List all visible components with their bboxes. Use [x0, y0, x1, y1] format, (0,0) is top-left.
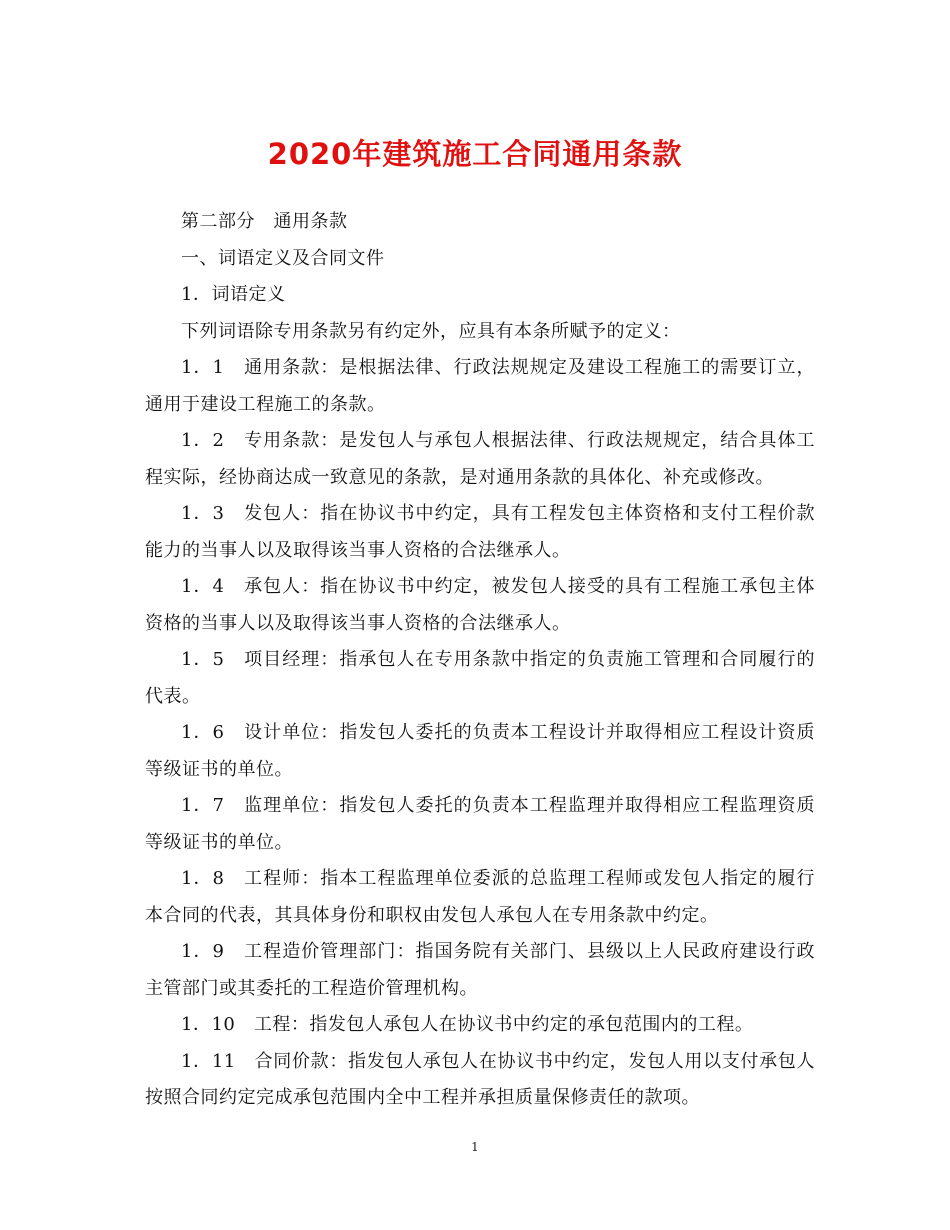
paragraph-intro: 下列词语除专用条款另有约定外，应具有本条所赋予的定义： — [181, 320, 681, 342]
clause-1-11: 1．11 合同价款：指发包人承包人在协议书中约定，发包人用以支付承包人按照合同约定完成承包范围内全中工程并承担质量保修责任的款项。 — [145, 1050, 815, 1108]
clause-1-6: 1．6 设计单位：指发包人委托的负责本工程设计并取得相应工程设计资质等级证书的单位。 — [145, 722, 815, 780]
paragraph-subsection-heading: 1．词语定义 — [181, 284, 286, 305]
clause-1-1: 1．1 通用条款：是根据法律、行政法规规定及建设工程施工的需要订立，通用于建设工程施工的条款。 — [145, 357, 815, 415]
page-number: 1 — [471, 1140, 479, 1154]
paragraph-section-heading: 一、词语定义及合同文件 — [181, 247, 385, 269]
clause-1-4: 1．4 承包人：指在协议书中约定，被发包人接受的具有工程施工承包主体资格的当事人以及取得该当事人资格的合法继承人。 — [145, 576, 815, 634]
clause-1-9: 1．9 工程造价管理部门：指国务院有关部门、县级以上人民政府建设行政主管部门或其委托的工程造价管理机构。 — [145, 941, 815, 999]
clause-1-7: 1．7 监理单位：指发包人委托的负责本工程监理并取得相应工程监理资质等级证书的单位。 — [145, 795, 815, 853]
document-body — [145, 204, 815, 1117]
document-title: 2020年建筑施工合同通用条款 — [267, 137, 683, 171]
clause-1-5: 1．5 项目经理：指承包人在专用条款中指定的负责施工管理和合同履行的代表。 — [145, 649, 815, 707]
paragraph-part-heading: 第二部分 通用条款 — [181, 211, 348, 232]
clause-1-2: 1．2 专用条款：是发包人与承包人根据法律、行政法规规定，结合具体工程实际，经协商达成一致意见的条款，是对通用条款的具体化、补充或修改。 — [145, 430, 815, 488]
clause-1-3: 1．3 发包人：指在协议书中约定，具有工程发包主体资格和支付工程价款能力的当事人以及取得该当事人资格的合法继承人。 — [145, 503, 815, 561]
clause-1-10: 1．10 工程：指发包人承包人在协议书中约定的承包范围内的工程。 — [181, 1014, 754, 1035]
clause-1-8: 1．8 工程师：指本工程监理单位委派的总监理工程师或发包人指定的履行本合同的代表，其具体身份和职权由发包人承包人在专用条款中约定。 — [145, 868, 815, 926]
